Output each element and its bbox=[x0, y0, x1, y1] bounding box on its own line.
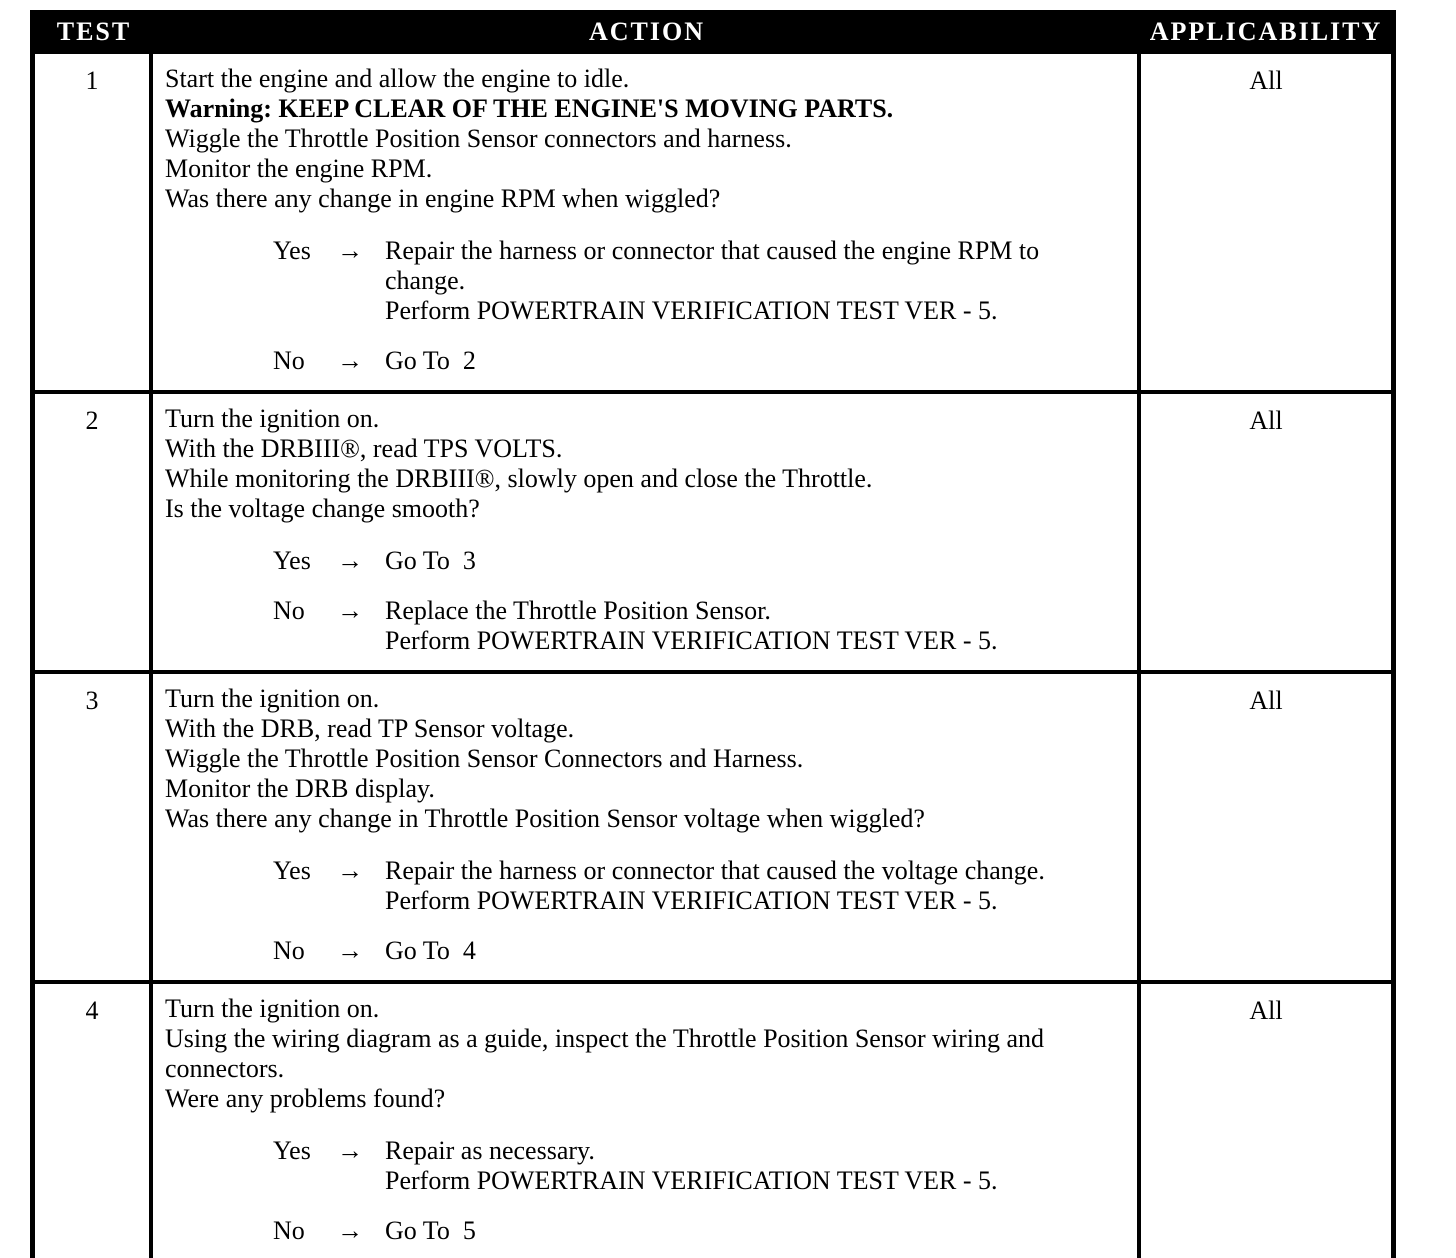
goto-line: Go To 4 bbox=[385, 936, 476, 965]
action-line: Turn the ignition on. bbox=[165, 684, 380, 713]
decision-no bbox=[273, 346, 1125, 376]
action-line: Monitor the DRB display. bbox=[165, 774, 435, 803]
decision-label: Yes bbox=[273, 546, 311, 575]
decision-results bbox=[385, 936, 1125, 966]
question-line: Was there any change in Throttle Position Sensor voltage when wiggled? bbox=[165, 804, 925, 833]
goto-line: Go To 3 bbox=[385, 546, 476, 575]
decision-label: Yes bbox=[273, 236, 311, 265]
decision-label: No bbox=[273, 936, 305, 965]
test-number: 2 bbox=[35, 394, 153, 670]
warning-line: Warning: KEEP CLEAR OF THE ENGINE'S MOVING PARTS. bbox=[165, 94, 894, 123]
result-line: Perform POWERTRAIN VERIFICATION TEST VER - 5. bbox=[385, 886, 998, 915]
decision-yes bbox=[273, 546, 1125, 576]
decision-yes bbox=[273, 1136, 1125, 1196]
test-number: 3 bbox=[35, 674, 153, 980]
question-line: Is the voltage change smooth? bbox=[165, 494, 480, 523]
action-line: While monitoring the DRBIII®, slowly open and close the Throttle. bbox=[165, 464, 873, 493]
decision-no bbox=[273, 1216, 1125, 1246]
action-cell bbox=[153, 54, 1141, 390]
action-line: Turn the ignition on. bbox=[165, 994, 380, 1023]
arrow-right-icon: → bbox=[337, 546, 363, 575]
decision-yes bbox=[273, 856, 1125, 916]
decision-results bbox=[385, 856, 1125, 916]
result-line: Replace the Throttle Position Sensor. bbox=[385, 596, 771, 625]
decision-results bbox=[385, 236, 1125, 326]
result-line: Perform POWERTRAIN VERIFICATION TEST VER - 5. bbox=[385, 626, 998, 655]
action-cell bbox=[153, 394, 1141, 670]
decision-no bbox=[273, 936, 1125, 966]
column-header-applicability: APPLICABILITY bbox=[1149, 17, 1383, 46]
arrow-right-icon: → bbox=[337, 236, 363, 265]
column-header-test: TEST bbox=[56, 17, 132, 46]
action-cell bbox=[153, 674, 1141, 980]
diagnostic-test-table bbox=[30, 10, 1396, 1258]
applicability-value: All bbox=[1249, 66, 1283, 95]
action-line: With the DRB, read TP Sensor voltage. bbox=[165, 714, 575, 743]
decision-label: No bbox=[273, 596, 305, 625]
action-line: Monitor the engine RPM. bbox=[165, 154, 433, 183]
arrow-right-icon: → bbox=[337, 346, 363, 375]
table-row bbox=[35, 54, 1391, 390]
action-line: Start the engine and allow the engine to idle. bbox=[165, 64, 630, 93]
applicability-value: All bbox=[1249, 996, 1283, 1025]
decision-results bbox=[385, 1216, 1125, 1246]
result-line: Perform POWERTRAIN VERIFICATION TEST VER - 5. bbox=[385, 296, 998, 325]
decision-no bbox=[273, 596, 1125, 656]
action-line: Wiggle the Throttle Position Sensor Connectors and Harness. bbox=[165, 744, 804, 773]
decision-results bbox=[385, 346, 1125, 376]
question-line: Were any problems found? bbox=[165, 1084, 446, 1113]
decision-label: No bbox=[273, 346, 305, 375]
decision-results bbox=[385, 596, 1125, 656]
test-number: 1 bbox=[35, 54, 153, 390]
arrow-right-icon: → bbox=[337, 856, 363, 885]
arrow-right-icon: → bbox=[337, 1216, 363, 1245]
column-header-action: ACTION bbox=[588, 17, 705, 46]
arrow-right-icon: → bbox=[337, 1136, 363, 1165]
test-number: 4 bbox=[35, 984, 153, 1258]
decision-label: Yes bbox=[273, 856, 311, 885]
result-line: Repair as necessary. bbox=[385, 1136, 595, 1165]
goto-line: Go To 2 bbox=[385, 346, 476, 375]
result-line: Repair the harness or connector that caused the voltage change. bbox=[385, 856, 1045, 885]
action-line: Turn the ignition on. bbox=[165, 404, 380, 433]
action-cell bbox=[153, 984, 1141, 1258]
decision-label: No bbox=[273, 1216, 305, 1245]
table-row bbox=[35, 390, 1391, 670]
action-line: With the DRBIII®, read TPS VOLTS. bbox=[165, 434, 563, 463]
decision-results bbox=[385, 546, 1125, 576]
action-line: Wiggle the Throttle Position Sensor connectors and harness. bbox=[165, 124, 792, 153]
result-line: Repair the harness or connector that caused the engine RPM to change. bbox=[385, 236, 1046, 295]
arrow-right-icon: → bbox=[337, 596, 363, 625]
arrow-right-icon: → bbox=[337, 936, 363, 965]
applicability-value: All bbox=[1249, 686, 1283, 715]
decision-label: Yes bbox=[273, 1136, 311, 1165]
goto-line: Go To 5 bbox=[385, 1216, 476, 1245]
decision-results bbox=[385, 1136, 1125, 1196]
result-line: Perform POWERTRAIN VERIFICATION TEST VER - 5. bbox=[385, 1166, 998, 1195]
question-line: Was there any change in engine RPM when wiggled? bbox=[165, 184, 721, 213]
table-row bbox=[35, 980, 1391, 1258]
table-row bbox=[35, 670, 1391, 980]
action-line: Using the wiring diagram as a guide, inspect the Throttle Position Sensor wiring and connectors. bbox=[165, 1024, 1051, 1083]
table-header-row bbox=[30, 10, 1396, 54]
decision-yes bbox=[273, 236, 1125, 326]
applicability-value: All bbox=[1249, 406, 1283, 435]
